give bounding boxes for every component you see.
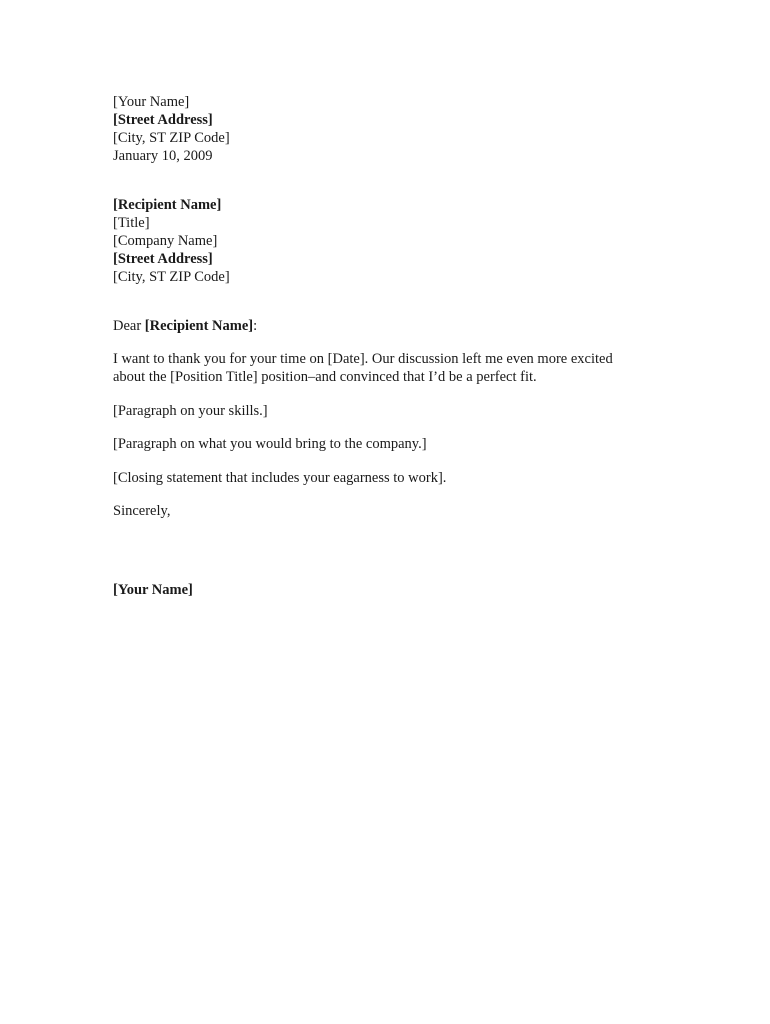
recipient-title: [Title] xyxy=(113,215,150,231)
recipient-city: [City, ST ZIP Code] xyxy=(113,269,230,285)
body-paragraph-2: [Paragraph on your skills.] xyxy=(113,402,268,419)
body-paragraph-4: [Closing statement that includes your eagarness to work]. xyxy=(113,469,447,486)
body-paragraph-1-line-1: I want to thank you for your time on [Date]. Our discussion left me even more excited xyxy=(113,351,613,367)
spacer xyxy=(113,420,653,436)
spacer xyxy=(113,487,653,503)
recipient-block xyxy=(113,196,653,286)
sender-block xyxy=(113,93,653,165)
recipient-name: [Recipient Name] xyxy=(113,197,222,213)
spacer xyxy=(113,286,653,317)
body-paragraph-3: [Paragraph on what you would bring to the company.] xyxy=(113,436,427,452)
salutation-name: [Recipient Name] xyxy=(144,318,254,334)
spacer xyxy=(113,165,653,196)
body-paragraph-1-line-2: about the [Position Title] position–and convinced that I’d be a perfect fit. xyxy=(113,369,537,385)
spacer xyxy=(113,453,653,469)
body-paragraph-1 xyxy=(113,350,643,386)
spacer xyxy=(113,335,653,350)
spacer xyxy=(113,386,653,402)
letter-date: January 10, 2009 xyxy=(113,148,213,164)
sender-city: [City, ST ZIP Code] xyxy=(113,130,230,146)
salutation xyxy=(113,317,653,335)
signature-name: [Your Name] xyxy=(113,582,193,598)
sender-name: [Your Name] xyxy=(113,94,190,110)
signature-space xyxy=(113,520,653,581)
letter-content xyxy=(113,93,653,599)
salutation-prefix: Dear xyxy=(113,318,145,334)
recipient-company: [Company Name] xyxy=(113,233,218,249)
recipient-street: [Street Address] xyxy=(113,251,213,267)
closing: Sincerely, xyxy=(113,503,171,519)
sender-street: [Street Address] xyxy=(113,112,213,128)
salutation-suffix: : xyxy=(253,318,258,334)
